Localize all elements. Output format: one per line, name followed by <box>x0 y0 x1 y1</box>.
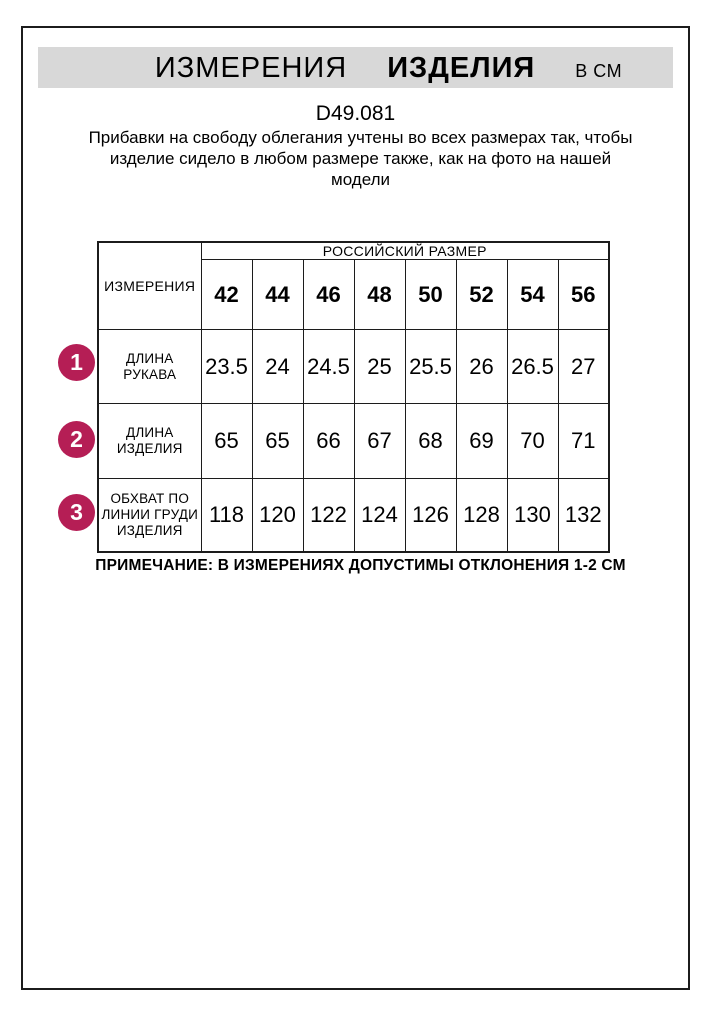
value-cell: 65 <box>252 404 303 479</box>
value-cell: 25 <box>354 330 405 404</box>
value-cell: 124 <box>354 479 405 552</box>
value-cell: 68 <box>405 404 456 479</box>
value-cell: 118 <box>201 479 252 552</box>
value-cell: 122 <box>303 479 354 552</box>
table-row-item-length <box>98 404 609 479</box>
value-cell: 25.5 <box>405 330 456 404</box>
fit-description-line: модели <box>331 170 390 189</box>
value-cell: 130 <box>507 479 558 552</box>
row-label: ОБХВАТ ПО ЛИНИИ ГРУДИ ИЗДЕЛИЯ <box>98 479 201 552</box>
size-group-header: РОССИЙСКИЙ РАЗМЕР <box>201 242 609 260</box>
value-cell: 26 <box>456 330 507 404</box>
size-table <box>97 241 610 553</box>
size-column-header: 56 <box>558 260 609 330</box>
value-cell: 23.5 <box>201 330 252 404</box>
value-cell: 24 <box>252 330 303 404</box>
table-corner-header: ИЗМЕРЕНИЯ <box>98 242 201 330</box>
value-cell: 24.5 <box>303 330 354 404</box>
row-label: ДЛИНА ИЗДЕЛИЯ <box>98 404 201 479</box>
value-cell: 71 <box>558 404 609 479</box>
row-label: ДЛИНА РУКАВА <box>98 330 201 404</box>
size-column-header: 46 <box>303 260 354 330</box>
value-cell: 69 <box>456 404 507 479</box>
page-title-measurements: ИЗМЕРЕНИЯ <box>154 52 348 84</box>
value-cell: 27 <box>558 330 609 404</box>
value-cell: 126 <box>405 479 456 552</box>
value-cell: 65 <box>201 404 252 479</box>
row-marker-badge-1: 1 <box>58 344 95 381</box>
value-cell: 128 <box>456 479 507 552</box>
value-cell: 70 <box>507 404 558 479</box>
value-cell: 66 <box>303 404 354 479</box>
size-column-header: 54 <box>507 260 558 330</box>
title-bar <box>38 47 673 88</box>
size-column-header: 52 <box>456 260 507 330</box>
size-column-header: 48 <box>354 260 405 330</box>
model-number: D49.081 <box>315 102 396 125</box>
value-cell: 67 <box>354 404 405 479</box>
value-cell: 26.5 <box>507 330 558 404</box>
table-row-chest-girth <box>98 479 609 552</box>
size-column-header: 42 <box>201 260 252 330</box>
tolerance-note: ПРИМЕЧАНИЕ: В ИЗМЕРЕНИЯХ ДОПУСТИМЫ ОТКЛОНЕНИЯ 1-2 СМ <box>95 557 626 574</box>
fit-description-line: Прибавки на свободу облегания учтены во всех размерах так, чтобы <box>88 128 633 147</box>
row-marker-badge-3: 3 <box>58 494 95 531</box>
page-title-product: ИЗДЕЛИЯ <box>387 52 536 84</box>
fit-description <box>21 127 690 190</box>
fit-description-line: изделие сидело в любом размере также, как на фото на нашей <box>109 149 612 168</box>
size-column-header: 50 <box>405 260 456 330</box>
page-title-units: В СМ <box>575 61 623 81</box>
table-row-sleeve-length <box>98 330 609 404</box>
row-marker-badge-2: 2 <box>58 421 95 458</box>
value-cell: 120 <box>252 479 303 552</box>
size-column-header: 44 <box>252 260 303 330</box>
value-cell: 132 <box>558 479 609 552</box>
